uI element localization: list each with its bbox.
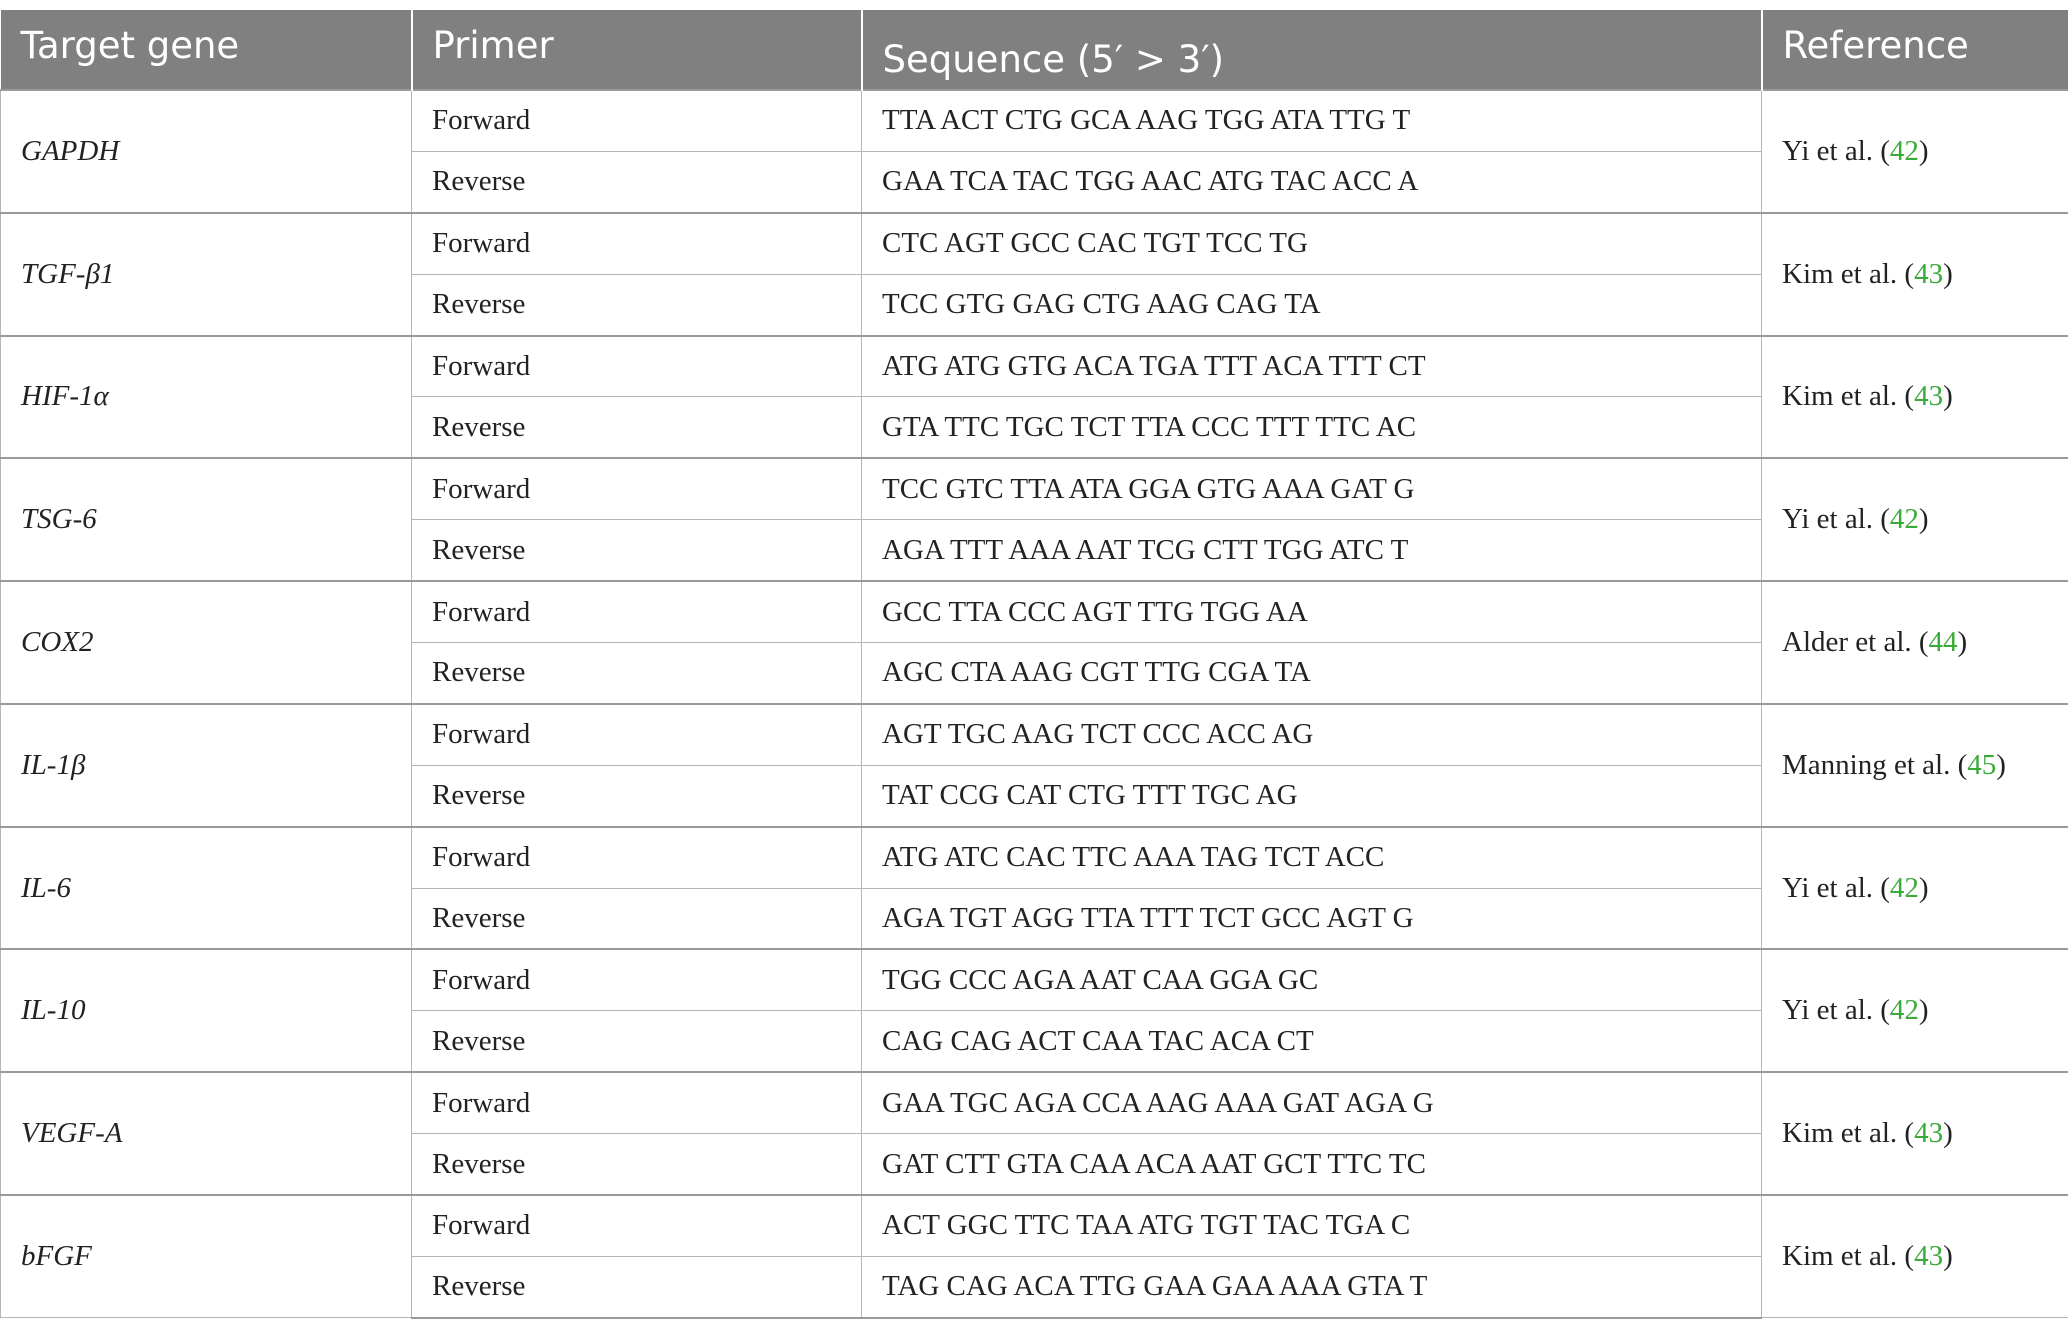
header-sequence: Sequence (5′ > 3′) (862, 10, 1762, 90)
reference-cell (1762, 458, 2068, 581)
gene-name-cell: TGF-β1 (1, 213, 412, 336)
table-row-forward (1, 1072, 2068, 1133)
gene-name-cell: bFGF (1, 1195, 412, 1318)
gene-name-cell: VEGF-A (1, 1072, 412, 1195)
sequence-cell: GAT CTT GTA CAA ACA AAT GCT TTC TC (862, 1134, 1762, 1195)
primer-table-container (0, 10, 2068, 1319)
primer-direction-cell: Forward (412, 336, 862, 397)
reference-author: Manning et al. ( (1782, 748, 1968, 781)
gene-name-cell: IL-10 (1, 949, 412, 1072)
primer-direction-cell: Forward (412, 581, 862, 642)
primer-direction-cell: Reverse (412, 765, 862, 826)
table-header (1, 10, 2068, 90)
reference-author: Yi et al. ( (1782, 994, 1890, 1027)
table-body (1, 90, 2068, 1318)
header-row (1, 10, 2068, 90)
primer-direction-cell: Reverse (412, 888, 862, 949)
header-primer: Primer (412, 10, 862, 90)
reference-cell (1762, 1072, 2068, 1195)
reference-author: Kim et al. ( (1782, 257, 1915, 290)
primer-direction-cell: Forward (412, 458, 862, 519)
primer-direction-cell: Reverse (412, 151, 862, 212)
reference-close-paren: ) (1943, 380, 1953, 413)
reference-close-paren: ) (1943, 1117, 1953, 1150)
reference-close-paren: ) (1918, 994, 1929, 1027)
primer-table (0, 10, 2068, 1319)
sequence-cell: GCC TTA CCC AGT TTG TGG AA (862, 581, 1762, 642)
table-row-forward (1, 704, 2068, 765)
reference-number-link[interactable]: 43 (1914, 1117, 1944, 1150)
sequence-cell: TAG CAG ACA TTG GAA GAA AAA GTA T (862, 1256, 1762, 1317)
sequence-cell: AGT TGC AAG TCT CCC ACC AG (862, 704, 1762, 765)
gene-name-cell: GAPDH (1, 90, 412, 213)
reference-number-link[interactable]: 43 (1914, 1240, 1944, 1273)
sequence-cell: ACT GGC TTC TAA ATG TGT TAC TGA C (862, 1195, 1762, 1256)
gene-name-cell: COX2 (1, 581, 412, 704)
sequence-cell: ATG ATC CAC TTC AAA TAG TCT ACC (862, 827, 1762, 888)
primer-direction-cell: Reverse (412, 1011, 862, 1072)
reference-number-link[interactable]: 45 (1967, 748, 1997, 781)
sequence-cell: AGC CTA AAG CGT TTG CGA TA (862, 643, 1762, 704)
reference-close-paren: ) (1996, 748, 2006, 781)
reference-author: Kim et al. ( (1782, 1240, 1915, 1273)
sequence-cell: AGA TTT AAA AAT TCG CTT TGG ATC T (862, 520, 1762, 581)
table-row-forward (1, 827, 2068, 888)
reference-cell (1762, 704, 2068, 827)
reference-close-paren: ) (1918, 871, 1929, 904)
primer-direction-cell: Reverse (412, 1256, 862, 1317)
reference-number-link[interactable]: 43 (1914, 380, 1944, 413)
reference-number-link[interactable]: 43 (1914, 257, 1944, 290)
primer-direction-cell: Forward (412, 827, 862, 888)
sequence-cell: GAA TGC AGA CCA AAG AAA GAT AGA G (862, 1072, 1762, 1133)
table-row-forward (1, 458, 2068, 519)
reference-close-paren: ) (1943, 1240, 1953, 1273)
reference-number-link[interactable]: 44 (1928, 626, 1958, 659)
header-target-gene: Target gene (1, 10, 412, 90)
reference-number-link[interactable]: 42 (1889, 871, 1919, 904)
sequence-cell: TGG CCC AGA AAT CAA GGA GC (862, 949, 1762, 1010)
gene-name-cell: IL-1β (1, 704, 412, 827)
primer-direction-cell: Forward (412, 1072, 862, 1133)
table-row-forward (1, 949, 2068, 1010)
primer-direction-cell: Reverse (412, 1134, 862, 1195)
reference-close-paren: ) (1918, 503, 1929, 536)
table-row-forward (1, 581, 2068, 642)
reference-author: Kim et al. ( (1782, 380, 1915, 413)
reference-author: Alder et al. ( (1782, 626, 1929, 659)
gene-name-cell: TSG-6 (1, 458, 412, 581)
reference-cell (1762, 213, 2068, 336)
primer-direction-cell: Reverse (412, 397, 862, 458)
sequence-cell: ATG ATG GTG ACA TGA TTT ACA TTT CT (862, 336, 1762, 397)
table-row-forward (1, 213, 2068, 274)
reference-author: Yi et al. ( (1782, 503, 1890, 536)
primer-direction-cell: Forward (412, 90, 862, 151)
primer-direction-cell: Forward (412, 704, 862, 765)
reference-cell (1762, 336, 2068, 459)
primer-direction-cell: Reverse (412, 274, 862, 335)
reference-cell (1762, 581, 2068, 704)
reference-author: Yi et al. ( (1782, 871, 1890, 904)
sequence-cell: TCC GTG GAG CTG AAG CAG TA (862, 274, 1762, 335)
primer-direction-cell: Forward (412, 949, 862, 1010)
sequence-cell: CTC AGT GCC CAC TGT TCC TG (862, 213, 1762, 274)
reference-cell (1762, 1195, 2068, 1318)
reference-close-paren: ) (1918, 134, 1929, 167)
reference-author: Yi et al. ( (1782, 134, 1890, 167)
sequence-cell: CAG CAG ACT CAA TAC ACA CT (862, 1011, 1762, 1072)
reference-close-paren: ) (1943, 257, 1953, 290)
sequence-cell: TTA ACT CTG GCA AAG TGG ATA TTG T (862, 90, 1762, 151)
gene-name-cell: HIF-1α (1, 336, 412, 459)
primer-direction-cell: Reverse (412, 520, 862, 581)
table-row-forward (1, 336, 2068, 397)
reference-cell (1762, 90, 2068, 213)
sequence-cell: GTA TTC TGC TCT TTA CCC TTT TTC AC (862, 397, 1762, 458)
primer-direction-cell: Forward (412, 213, 862, 274)
gene-name-cell: IL-6 (1, 827, 412, 950)
reference-author: Kim et al. ( (1782, 1117, 1915, 1150)
sequence-cell: GAA TCA TAC TGG AAC ATG TAC ACC A (862, 151, 1762, 212)
reference-cell (1762, 827, 2068, 950)
table-row-forward (1, 1195, 2068, 1256)
reference-number-link[interactable]: 42 (1889, 503, 1919, 536)
reference-cell (1762, 949, 2068, 1072)
sequence-cell: AGA TGT AGG TTA TTT TCT GCC AGT G (862, 888, 1762, 949)
reference-number-link[interactable]: 42 (1889, 994, 1919, 1027)
sequence-cell: TAT CCG CAT CTG TTT TGC AG (862, 765, 1762, 826)
primer-direction-cell: Reverse (412, 643, 862, 704)
reference-number-link[interactable]: 42 (1889, 134, 1919, 167)
header-reference: Reference (1762, 10, 2068, 90)
reference-close-paren: ) (1957, 626, 1968, 659)
primer-direction-cell: Forward (412, 1195, 862, 1256)
table-row-forward (1, 90, 2068, 151)
sequence-cell: TCC GTC TTA ATA GGA GTG AAA GAT G (862, 458, 1762, 519)
